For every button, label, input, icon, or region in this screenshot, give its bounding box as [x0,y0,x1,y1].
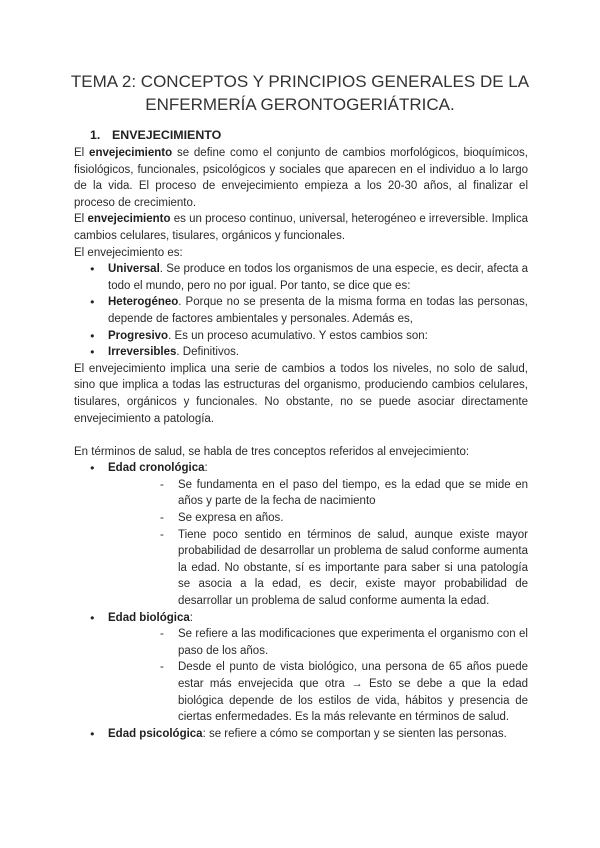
bold-term: envejecimiento [87,213,171,226]
paragraph-health-concepts: En términos de salud, se habla de tres conceptos referidos al envejecimiento: [74,445,470,458]
list-item: ● Heterogéneo. Porque no se presenta de la misma forma en todas las personas, depende de factores ambientales y personales. Además es, [74,294,528,327]
paragraph-changes: El envejecimiento implica una serie de cambios a todos los niveles, no solo de salud, sino que implica a todas las estructuras del organismo, produciendo cambios celulares, tisulares, orgánicos y funcionales. No obstante, no se puede asociar directamente envejecimiento a patología. [74,362,528,425]
sub-list-item: - Tiene poco sentido en términos de salud, aunque existe mayor probabilidad de desarrollar un problema de salud conforme aumenta la edad. No obstante, sí es importante para saber si una patología se asocia a la edad, es decir, existe mayor probabilidad de desarrollar un problema de salud conforme aumenta la edad. [108,527,528,610]
section-number: 1. [90,128,101,142]
paragraph-intro-list: El envejecimiento es: [74,246,183,259]
list-item: ● Edad biológica: - Se refiere a las modificaciones que experimenta el organismo con el paso de los años. - Desde el punto de vista biológico, una persona de 65 años puede estar más envejecida que otra → Esto se debe a que la edad biológica depende de los estilos de vida, hábitos y presencia de ciertas enfermedades. Es la más relevante en términos de salud. [74,610,528,726]
list-item: ● Universal. Se produce en todos los organismos de una especie, es decir, afecta a todo el mundo, pero no por igual. Por tanto, se dice que es: [74,261,528,294]
ages-list [74,460,528,742]
traits-list [74,261,528,361]
list-item: ● Edad cronológica: - Se fundamenta en el paso del tiempo, es la edad que se mide en años y parte de la fecha de nacimiento - Se expresa en años. - Tiene poco sentido en términos de salud, aunque existe mayor probabilidad de desarrollar un problema de salud conforme aumenta la edad. No obstante, sí es importante para saber si una patología se asocia a la edad, es decir, existe mayor probabilidad de desarrollar un problema de salud conforme aumenta la edad. [74,460,528,609]
list-item: ● Edad psicológica: se refiere a cómo se comportan y se sienten las personas. [74,726,528,743]
paragraph-definition: El envejecimiento se define como el conjunto de cambios morfológicos, bioquímicos, fisiológicos, funcionales, psicológicos y sociales que aparecen en el individuo a lo largo de la vida. El proceso de envejecimiento empieza a los 20-30 años, al finalizar el proceso de crecimiento. [74,147,528,209]
sub-list [108,477,528,610]
sub-list-item: - Desde el punto de vista biológico, una persona de 65 años puede estar más envejecida que otra → Esto se debe a que la edad biológica depende de los estilos de vida, hábitos y presencia de ciertas enfermedades. Es la más relevante en términos de salud. [108,659,528,725]
document-body [74,145,528,742]
sub-list-item: - Se refiere a las modificaciones que experimenta el organismo con el paso de los años. [108,626,528,659]
list-item: ● Irreversibles. Definitivos. [74,344,528,361]
sub-list-item: - Se fundamenta en el paso del tiempo, es la edad que se mide en años y parte de la fecha de nacimiento [108,477,528,510]
bold-term: envejecimiento [89,147,173,159]
paragraph-characteristics: El envejecimiento es un proceso continuo, universal, heterogéneo e irreversible. Implica cambios celulares, tisulares, orgánicos y funcionales. [74,213,528,242]
document-title: TEMA 2: CONCEPTOS Y PRINCIPIOS GENERALES DE LA ENFERMERÍA GERONTOGERIÁTRICA. [70,72,530,114]
sub-list [108,626,528,726]
list-item: ● Progresivo. Es un proceso acumulativo. Y estos cambios son: [74,328,528,345]
spacer [74,427,528,444]
sub-list-item: - Se expresa en años. [108,510,528,527]
section-title: ENVEJECIMIENTO [112,128,222,142]
